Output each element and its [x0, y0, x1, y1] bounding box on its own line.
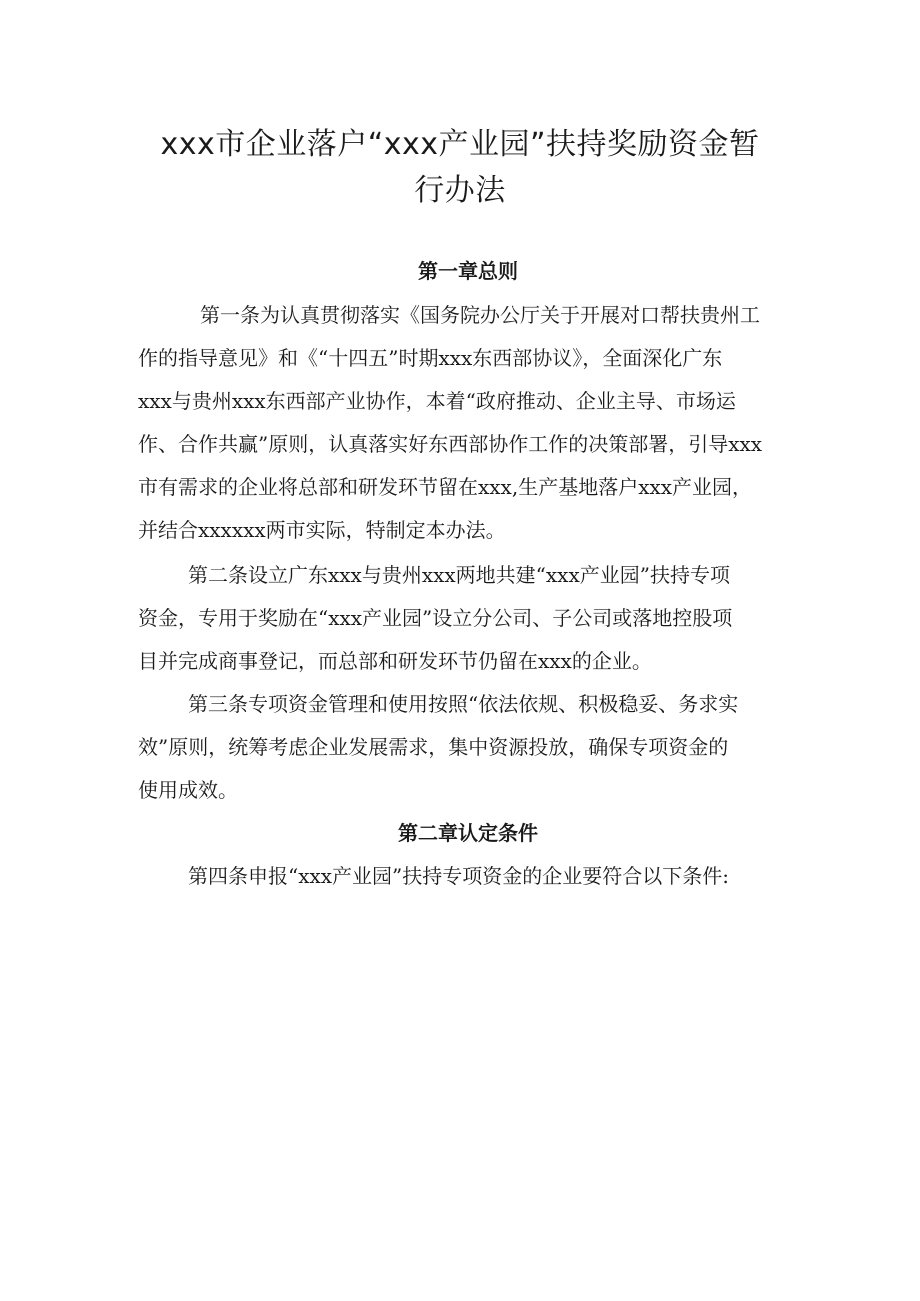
- article-1-line: 作、合作共赢”原则，认真落实好东西部协作工作的决策部署，引导xxx: [138, 432, 763, 456]
- article-1-line: 作的指导意见》和《“十四五”时期xxx东西部协议》，全面深化广东: [138, 346, 723, 370]
- article-3-line: 使用成效。: [138, 778, 238, 802]
- article-1-line: xxx与贵州xxx东西部产业协作，本着“政府推动、企业主导、市场运: [138, 389, 736, 413]
- article-3: [138, 683, 810, 812]
- title-line-2: 行办法: [414, 173, 506, 208]
- article-4: [138, 855, 810, 898]
- document-title: [100, 122, 820, 214]
- article-1: [138, 294, 810, 552]
- article-2-line: 目并完成商事登记，而总部和研发环节仍留在xxx的企业。: [138, 649, 652, 673]
- chapter-heading-2: 第二章认定条件: [398, 821, 538, 845]
- article-3-line: 第三条专项资金管理和使用按照“依法依规、积极稳妥、务求实: [188, 692, 739, 716]
- article-1-line: 并结合xxxxxx两市实际，特制定本办法。: [138, 518, 506, 542]
- article-2-line: 资金，专用于奖励在“xxx产业园”设立分公司、子公司或落地控股项: [138, 606, 733, 630]
- article-3-line: 效”原则，统筹考虑企业发展需求，集中资源投放，确保专项资金的: [138, 735, 729, 759]
- article-4-line: 第四条申报“xxx产业园”扶持专项资金的企业要符合以下条件:: [188, 864, 730, 888]
- article-1-line: 第一条为认真贯彻落实《国务院办公厅关于开展对口帮扶贵州工: [200, 303, 760, 327]
- article-2-line: 第二条设立广东xxx与贵州xxx两地共建“xxx产业园”扶持专项: [188, 563, 730, 587]
- title-line-1: xxx市企业落户“xxx产业园”扶持奖励资金暂: [160, 127, 760, 162]
- article-2: [138, 554, 810, 683]
- article-1-line: 市有需求的企业将总部和研发环节留在xxx,生产基地落户xxx产业园，: [138, 475, 753, 499]
- chapter-heading-1: 第一章总则: [418, 259, 518, 283]
